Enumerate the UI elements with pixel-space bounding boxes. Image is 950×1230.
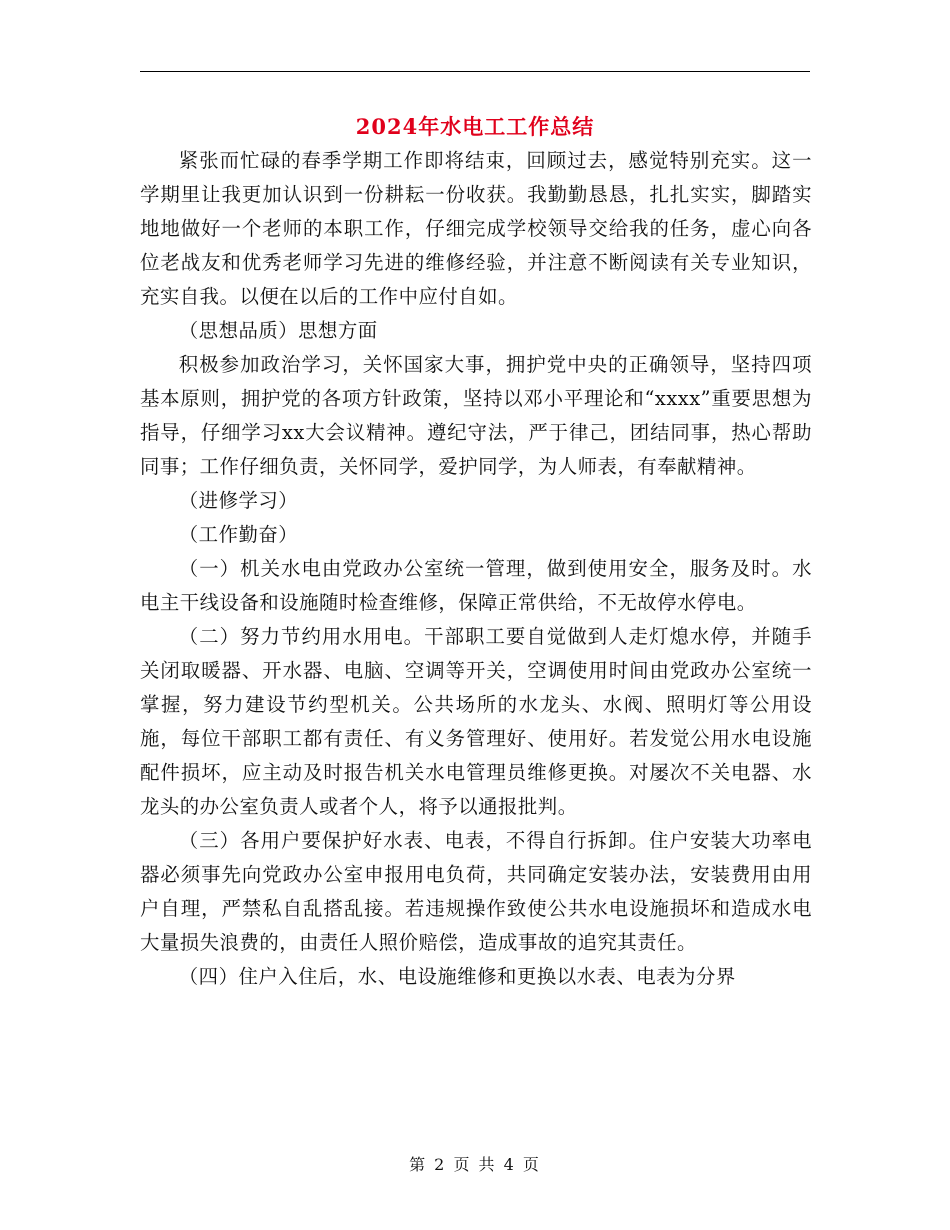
document-title: 2024年水电工工作总结: [355, 114, 595, 139]
paragraph-heading-work: （工作勤奋）: [178, 523, 299, 546]
document-body: [140, 144, 812, 994]
paragraph-heading-thought: （思想品质）思想方面: [178, 319, 378, 342]
page-number: 第 2 页 共 4 页: [409, 1155, 541, 1174]
paragraph-intro: 紧张而忙碌的春季学期工作即将结束，回顾过去，感觉特别充实。这一学期里让我更加认识到一份耕耘一份收获。我勤勤恳恳，扎扎实实，脚踏实地地做好一个老师的本职工作，仔细完成学校领导交给我的任务，虚心向各位老战友和优秀老师学习先进的维修经验，并注意不断阅读有关专业知识，充实自我。以便在以后的工作中应付自如。: [140, 149, 812, 308]
paragraph-item-2: （二）努力节约用水用电。干部职工要自觉做到人走灯熄水停，并随手关闭取暖器、开水器、电脑、空调等开关，空调使用时间由党政办公室统一掌握，努力建设节约型机关。公共场所的水龙头、水阀、照明灯等公用设施，每位干部职工都有责任、有义务管理好、使用好。若发觉公用水电设施配件损坏，应主动及时报告机关水电管理员维修更换。对屡次不关电器、水龙头的办公室负责人或者个人，将予以通报批判。: [140, 625, 812, 818]
paragraph-item-3: （三）各用户要保护好水表、电表，不得自行拆卸。住户安装大功率电器必须事先向党政办公室申报用电负荷，共同确定安装办法，安装费用由用户自理，严禁私自乱搭乱接。若违规操作致使公共水电设施损坏和造成水电大量损失浪费的，由责任人照价赔偿，造成事故的追究其责任。: [140, 829, 812, 954]
paragraph-item-4: （四）住户入住后，水、电设施维修和更换以水表、电表为分界: [178, 965, 736, 988]
paragraph-heading-study: （进修学习）: [178, 489, 299, 512]
header-rule: [140, 71, 810, 72]
paragraph-thought: 积极参加政治学习，关怀国家大事，拥护党中央的正确领导，坚持四项基本原则，拥护党的各项方针政策，坚持以邓小平理论和“xxxx”重要思想为指导，仔细学习xx大会议精神。遵纪守法，严于律己，团结同事，热心帮助同事；工作仔细负责，关怀同学，爱护同学，为人师表，有奉献精神。: [140, 353, 812, 478]
paragraph-item-1: （一）机关水电由党政办公室统一管理，做到使用安全，服务及时。水电主干线设备和设施随时检查维修，保障正常供给，不无故停水停电。: [140, 557, 812, 614]
